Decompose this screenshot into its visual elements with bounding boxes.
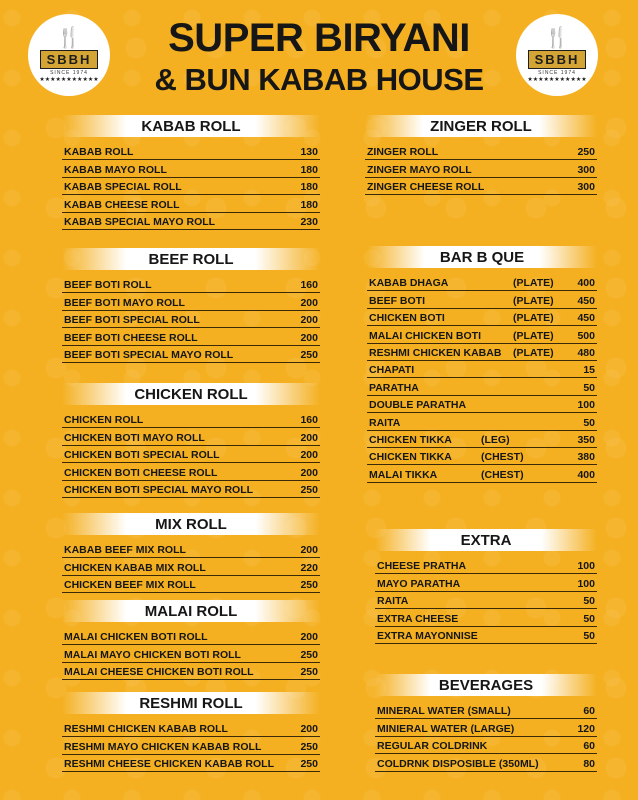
section-title: MALAI ROLL bbox=[62, 600, 320, 622]
item-price: 200 bbox=[300, 296, 318, 309]
item-note: (PLATE) bbox=[513, 294, 554, 307]
item-price: 15 bbox=[583, 364, 595, 377]
menu-item bbox=[62, 755, 320, 772]
item-price: 480 bbox=[577, 346, 595, 359]
utensils-icon: 🍴 bbox=[56, 26, 82, 49]
menu-item bbox=[367, 274, 597, 291]
item-name: BEEF BOTI SPECIAL MAYO ROLL bbox=[64, 348, 234, 361]
item-price: 350 bbox=[577, 433, 595, 446]
section-malai-roll bbox=[62, 600, 320, 680]
item-price: 250 bbox=[300, 579, 318, 592]
menu-list bbox=[375, 557, 597, 644]
item-price: 200 bbox=[300, 723, 318, 736]
item-name: KABAB SPECIAL ROLL bbox=[64, 181, 182, 194]
item-note: (PLATE) bbox=[513, 277, 554, 290]
menu-item bbox=[367, 396, 597, 413]
item-name: CHICKEN BOTI SPECIAL ROLL bbox=[64, 449, 220, 462]
item-price: 200 bbox=[300, 331, 318, 344]
item-name: MAYO PARATHA bbox=[377, 577, 461, 590]
item-price: 230 bbox=[300, 215, 318, 228]
menu-item bbox=[365, 143, 597, 160]
menu-item bbox=[62, 293, 320, 310]
section-title: BAR B QUE bbox=[367, 246, 597, 268]
item-name: ZINGER CHEESE ROLL bbox=[367, 181, 485, 194]
section-title: ZINGER ROLL bbox=[365, 115, 597, 137]
menu-item bbox=[62, 195, 320, 212]
item-price: 200 bbox=[300, 544, 318, 557]
menu-item bbox=[375, 609, 597, 626]
section-chicken-roll bbox=[62, 383, 320, 498]
menu-item bbox=[367, 361, 597, 378]
menu-item bbox=[367, 431, 597, 448]
item-price: 250 bbox=[300, 483, 318, 496]
menu-item bbox=[367, 465, 597, 482]
menu-list bbox=[62, 143, 320, 230]
section-kabab-roll bbox=[62, 115, 320, 230]
item-name: MINERAL WATER (SMALL) bbox=[377, 705, 511, 718]
item-note: (PLATE) bbox=[513, 346, 554, 359]
item-name: PARATHA bbox=[369, 381, 419, 394]
item-name: MALAI TIKKA bbox=[369, 468, 438, 481]
section-title: MIX ROLL bbox=[62, 513, 320, 535]
item-price: 200 bbox=[300, 631, 318, 644]
section-beef-roll bbox=[62, 248, 320, 363]
item-name: RAITA bbox=[369, 416, 401, 429]
item-price: 60 bbox=[583, 740, 595, 753]
menu-list bbox=[375, 702, 597, 772]
item-name: CHICKEN TIKKA bbox=[369, 451, 452, 464]
item-name: CHICKEN BOTI CHEESE ROLL bbox=[64, 466, 218, 479]
page-subtitle: & BUN KABAB HOUSE bbox=[154, 62, 484, 97]
item-name: KABAB ROLL bbox=[64, 146, 134, 159]
item-name: CHICKEN BOTI bbox=[369, 312, 445, 325]
section-extra bbox=[375, 529, 597, 644]
section-title: EXTRA bbox=[375, 529, 597, 551]
section-reshmi-roll bbox=[62, 692, 320, 772]
menu-item bbox=[62, 558, 320, 575]
logo-brand: SBBH bbox=[40, 50, 99, 69]
item-name: BEEF BOTI ROLL bbox=[64, 279, 152, 292]
menu-item bbox=[62, 311, 320, 328]
menu-item bbox=[375, 627, 597, 644]
item-price: 180 bbox=[300, 163, 318, 176]
menu-list bbox=[62, 411, 320, 498]
item-name: KABAB CHEESE ROLL bbox=[64, 198, 180, 211]
item-price: 300 bbox=[577, 181, 595, 194]
section-title: BEVERAGES bbox=[375, 674, 597, 696]
item-note: (CHEST) bbox=[481, 468, 524, 481]
menu-list bbox=[365, 143, 597, 195]
item-note: (LEG) bbox=[481, 433, 510, 446]
item-note: (CHEST) bbox=[481, 451, 524, 464]
menu-item bbox=[62, 541, 320, 558]
menu-item bbox=[367, 291, 597, 308]
item-price: 50 bbox=[583, 416, 595, 429]
menu-item bbox=[62, 143, 320, 160]
menu-item bbox=[375, 737, 597, 754]
item-price: 250 bbox=[300, 740, 318, 753]
menu-item bbox=[367, 326, 597, 343]
item-name: CHICKEN KABAB MIX ROLL bbox=[64, 561, 206, 574]
item-name: ZINGER ROLL bbox=[367, 146, 439, 159]
menu-item bbox=[62, 720, 320, 737]
menu-item bbox=[375, 592, 597, 609]
item-name: KABAB SPECIAL MAYO ROLL bbox=[64, 215, 216, 228]
menu-item bbox=[375, 557, 597, 574]
menu-item bbox=[62, 428, 320, 445]
menu-item bbox=[375, 702, 597, 719]
section-title: CHICKEN ROLL bbox=[62, 383, 320, 405]
item-name: BEEF BOTI MAYO ROLL bbox=[64, 296, 185, 309]
item-name: CHICKEN TIKKA bbox=[369, 433, 452, 446]
item-note: (PLATE) bbox=[513, 329, 554, 342]
item-name: RESHMI MAYO CHICKEN KABAB ROLL bbox=[64, 740, 262, 753]
item-name: MALAI CHICKEN BOTI ROLL bbox=[64, 631, 208, 644]
item-price: 160 bbox=[300, 414, 318, 427]
item-price: 180 bbox=[300, 181, 318, 194]
page-title: SUPER BIRYANI bbox=[168, 16, 470, 60]
item-price: 50 bbox=[583, 381, 595, 394]
logo-brand: SBBH bbox=[528, 50, 587, 69]
item-name: KABAB BEEF MIX ROLL bbox=[64, 544, 186, 557]
item-name: CHAPATI bbox=[369, 364, 415, 377]
item-name: CHICKEN BOTI SPECIAL MAYO ROLL bbox=[64, 483, 254, 496]
menu-item bbox=[62, 213, 320, 230]
item-price: 500 bbox=[577, 329, 595, 342]
item-price: 250 bbox=[300, 758, 318, 771]
menu-item bbox=[367, 344, 597, 361]
item-price: 450 bbox=[577, 312, 595, 325]
item-name: BEEF BOTI CHEESE ROLL bbox=[64, 331, 198, 344]
item-price: 200 bbox=[300, 431, 318, 444]
item-name: MALAI MAYO CHICKEN BOTI ROLL bbox=[64, 648, 241, 661]
item-name: KABAB MAYO ROLL bbox=[64, 163, 167, 176]
item-name: REGULAR COLDRINK bbox=[377, 740, 488, 753]
menu-item bbox=[62, 276, 320, 293]
item-name: BEEF BOTI SPECIAL ROLL bbox=[64, 314, 200, 327]
item-price: 300 bbox=[577, 163, 595, 176]
item-price: 50 bbox=[583, 595, 595, 608]
item-price: 380 bbox=[577, 451, 595, 464]
menu-item bbox=[62, 576, 320, 593]
item-price: 50 bbox=[583, 612, 595, 625]
menu-item bbox=[62, 737, 320, 754]
item-price: 250 bbox=[300, 666, 318, 679]
menu-list bbox=[62, 541, 320, 593]
item-name: MALAI CHEESE CHICKEN BOTI ROLL bbox=[64, 666, 254, 679]
item-price: 400 bbox=[577, 277, 595, 290]
item-name: RAITA bbox=[377, 595, 409, 608]
menu-item bbox=[62, 663, 320, 680]
item-note: (PLATE) bbox=[513, 312, 554, 325]
section-title: BEEF ROLL bbox=[62, 248, 320, 270]
menu-list bbox=[62, 276, 320, 363]
logo-stars: ★★★★★★★★★★★ bbox=[527, 76, 587, 83]
menu-item bbox=[367, 378, 597, 395]
item-price: 200 bbox=[300, 314, 318, 327]
menu-item bbox=[62, 481, 320, 498]
section-title: KABAB ROLL bbox=[62, 115, 320, 137]
menu-item bbox=[62, 411, 320, 428]
logo-stars: ★★★★★★★★★★★ bbox=[39, 76, 99, 83]
menu-item bbox=[375, 574, 597, 591]
item-name: RESHMI CHICKEN KABAB bbox=[369, 346, 502, 359]
item-price: 120 bbox=[577, 722, 595, 735]
item-price: 250 bbox=[300, 348, 318, 361]
section-title: RESHMI ROLL bbox=[62, 692, 320, 714]
item-price: 100 bbox=[577, 399, 595, 412]
logo-since: SINCE 1974 bbox=[50, 69, 88, 76]
item-name: CHICKEN BEEF MIX ROLL bbox=[64, 579, 196, 592]
item-price: 400 bbox=[577, 468, 595, 481]
item-price: 220 bbox=[300, 561, 318, 574]
utensils-icon: 🍴 bbox=[544, 26, 570, 49]
menu-item bbox=[365, 160, 597, 177]
item-price: 180 bbox=[300, 198, 318, 211]
item-price: 50 bbox=[583, 629, 595, 642]
menu-item bbox=[62, 328, 320, 345]
item-price: 200 bbox=[300, 466, 318, 479]
section-zinger-roll bbox=[365, 115, 597, 195]
item-name: RESHMI CHEESE CHICKEN KABAB ROLL bbox=[64, 758, 275, 771]
menu-item bbox=[375, 754, 597, 771]
item-name: COLDRNK DISPOSIBLE (350ML) bbox=[377, 757, 539, 770]
menu-item bbox=[367, 309, 597, 326]
logo-since: SINCE 1974 bbox=[538, 69, 576, 76]
menu-item bbox=[62, 645, 320, 662]
menu-item bbox=[365, 178, 597, 195]
section-mix-roll bbox=[62, 513, 320, 593]
menu-list bbox=[367, 274, 597, 483]
item-price: 450 bbox=[577, 294, 595, 307]
item-name: BEEF BOTI bbox=[369, 294, 426, 307]
menu-list bbox=[62, 628, 320, 680]
item-price: 80 bbox=[583, 757, 595, 770]
menu-item bbox=[62, 463, 320, 480]
item-name: CHICKEN BOTI MAYO ROLL bbox=[64, 431, 205, 444]
item-price: 250 bbox=[300, 648, 318, 661]
section-bar-b-que bbox=[367, 246, 597, 483]
item-price: 160 bbox=[300, 279, 318, 292]
item-name: EXTRA MAYONNISE bbox=[377, 629, 478, 642]
item-name: KABAB DHAGA bbox=[369, 277, 449, 290]
item-price: 60 bbox=[583, 705, 595, 718]
item-name: CHEESE PRATHA bbox=[377, 560, 467, 573]
item-name: EXTRA CHEESE bbox=[377, 612, 459, 625]
item-price: 250 bbox=[577, 146, 595, 159]
menu-item bbox=[375, 719, 597, 736]
menu-item bbox=[62, 346, 320, 363]
item-price: 200 bbox=[300, 449, 318, 462]
menu-item bbox=[367, 448, 597, 465]
item-price: 100 bbox=[577, 577, 595, 590]
item-name: MALAI CHICKEN BOTI bbox=[369, 329, 481, 342]
menu-item bbox=[62, 628, 320, 645]
item-name: CHICKEN ROLL bbox=[64, 414, 144, 427]
item-price: 130 bbox=[300, 146, 318, 159]
menu-item bbox=[62, 178, 320, 195]
menu-item bbox=[367, 413, 597, 430]
menu-list bbox=[62, 720, 320, 772]
menu-item bbox=[62, 446, 320, 463]
item-name: MINIERAL WATER (LARGE) bbox=[377, 722, 515, 735]
menu-item bbox=[62, 160, 320, 177]
item-name: ZINGER MAYO ROLL bbox=[367, 163, 472, 176]
section-beverages bbox=[375, 674, 597, 772]
item-name: DOUBLE PARATHA bbox=[369, 399, 467, 412]
item-price: 100 bbox=[577, 560, 595, 573]
item-name: RESHMI CHICKEN KABAB ROLL bbox=[64, 723, 228, 736]
